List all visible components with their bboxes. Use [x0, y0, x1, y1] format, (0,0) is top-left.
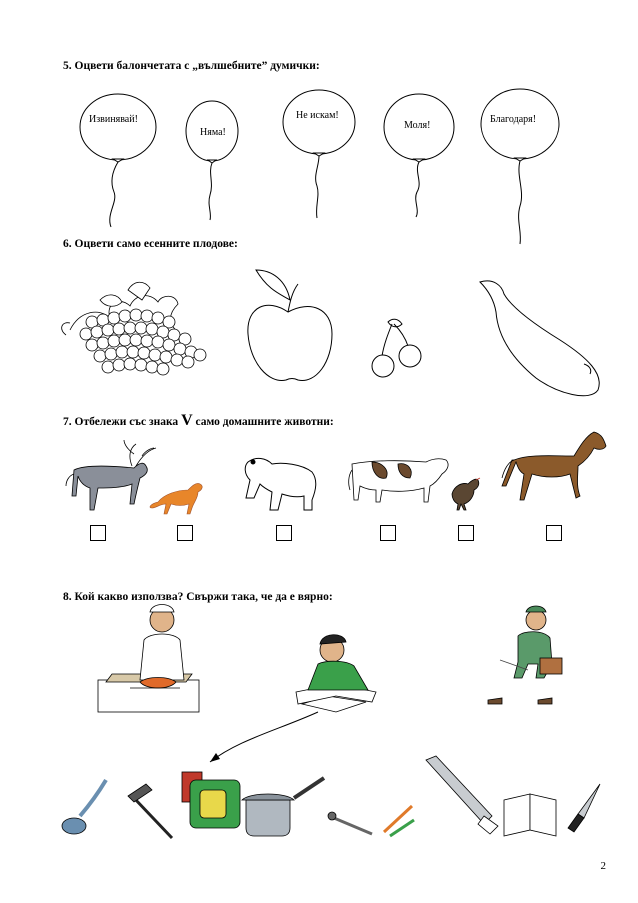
student-icon: [296, 635, 376, 712]
checkbox-horse[interactable]: [546, 525, 562, 541]
balloon-label-4: Моля!: [404, 120, 431, 131]
cook-icon: [98, 605, 199, 713]
question-6-number: 6.: [63, 238, 72, 250]
question-8-number: 8.: [63, 591, 72, 603]
checkbox-bear[interactable]: [276, 525, 292, 541]
reindeer-icon: [66, 440, 156, 510]
question-5-text: Оцвети балончетата с „вълшебните” думички:: [74, 60, 320, 72]
carpenter-icon: [488, 606, 562, 704]
question-8: [63, 591, 333, 603]
book-icon: [504, 794, 556, 836]
balloon-label-1: Извинявай!: [89, 114, 138, 125]
hammer-icon: [128, 784, 172, 838]
question-7: [63, 412, 334, 430]
pear-icon: [480, 281, 599, 396]
question-6-text: Оцвети само есенните плодове:: [74, 238, 238, 250]
horse-icon: [502, 432, 606, 500]
checkbox-reindeer[interactable]: [90, 525, 106, 541]
balloon-5-icon: [481, 89, 559, 244]
question-8-text: Кой какво използва? Свържи така, че да е вярно:: [74, 591, 333, 603]
connection-arrow: [210, 712, 318, 762]
bear-icon: [245, 458, 316, 510]
page-number: 2: [600, 860, 606, 872]
question-7-number: 7.: [63, 416, 72, 428]
knife-icon: [568, 784, 600, 832]
cow-icon: [349, 459, 448, 502]
balloon-4-icon: [384, 94, 454, 217]
balloon-label-3: Не искам!: [296, 110, 339, 121]
checkbox-rooster[interactable]: [458, 525, 474, 541]
rooster-icon: [452, 478, 480, 510]
pot-icon: [242, 778, 324, 836]
grapes-icon: [62, 282, 206, 375]
balloon-label-5: Благодаря!: [490, 114, 537, 125]
school-bag-icon: [182, 772, 240, 828]
question-7-mark: V: [181, 412, 193, 429]
balloon-label-2: Няма!: [200, 127, 226, 138]
question-5-number: 5.: [63, 60, 72, 72]
wrench-pencils-icon: [328, 806, 414, 836]
balloon-2-icon: [186, 101, 238, 220]
question-7-text-after: само домашните животни:: [195, 416, 334, 428]
fox-icon: [150, 483, 202, 514]
saw-icon: [426, 756, 498, 834]
question-7-text-before: Отбележи със знака: [74, 416, 179, 428]
apple-icon: [248, 270, 332, 380]
cherries-icon: [372, 319, 421, 377]
question-6: [63, 238, 238, 250]
checkbox-cow[interactable]: [380, 525, 396, 541]
checkbox-fox[interactable]: [177, 525, 193, 541]
ladle-icon: [62, 780, 106, 834]
